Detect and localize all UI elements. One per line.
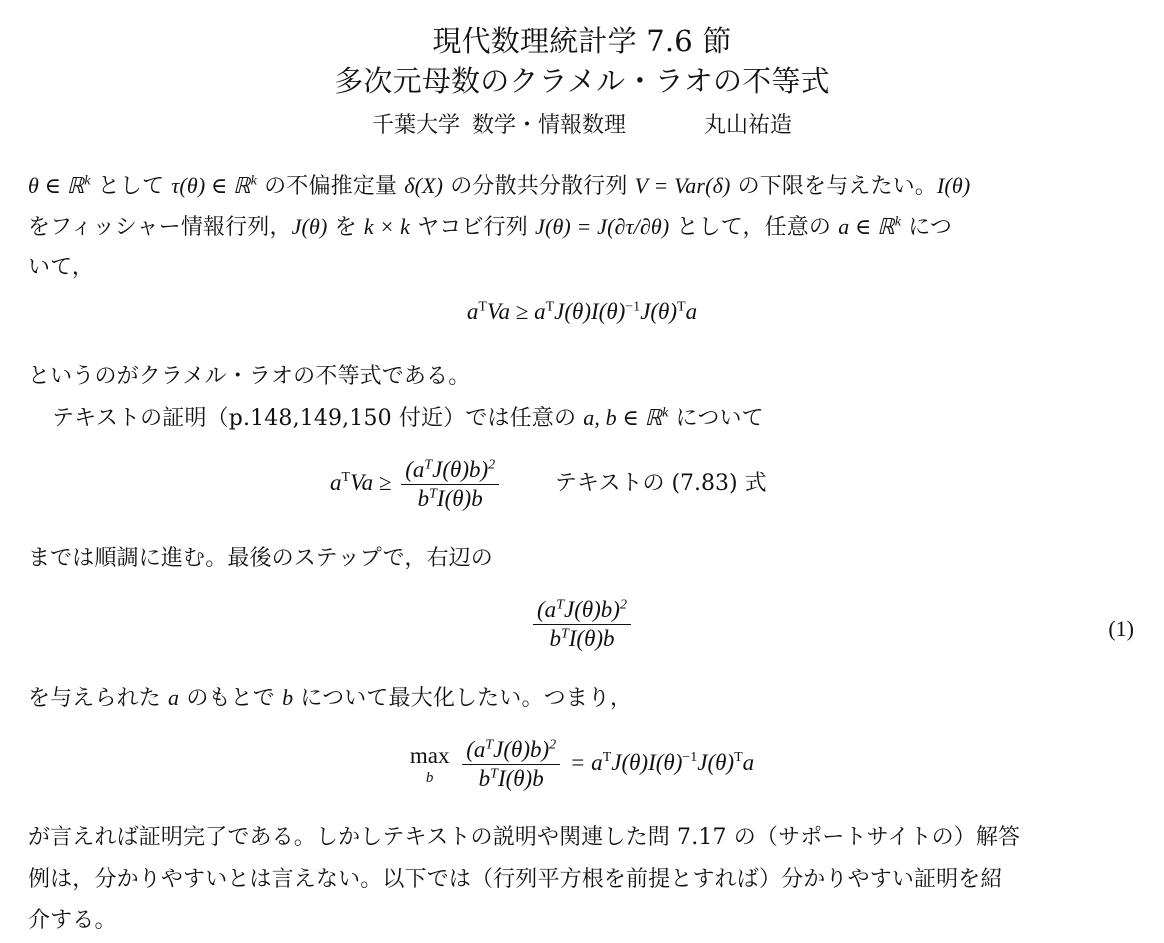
math-tau: τ(θ) ∈ ℝ bbox=[171, 173, 251, 198]
paragraph-1-line-3: いて， bbox=[28, 255, 95, 280]
paragraph-4: までは順調に進む。最後のステップで，右辺の bbox=[28, 546, 493, 571]
math-theta: θ ∈ ℝ bbox=[28, 173, 85, 198]
department: 数学・情報数理 bbox=[471, 113, 626, 138]
text: を bbox=[327, 215, 364, 240]
equation-text-7-83: $a^TVa$ ≥ $\frac{(a^TJ(\theta)b)^2}{b^TI(\theta)b}$ テキストの (7.83) 式 bbox=[330, 457, 767, 511]
author-name: 丸山祐造 bbox=[704, 113, 793, 138]
paragraph-2: というのがクラメル・ラオの不等式である。 bbox=[28, 364, 471, 389]
paragraph-6-line-1: が言えれば証明完了である。しかしテキストの説明や関連した問 7.17 の（サポートサイトの）解答 bbox=[28, 825, 1021, 850]
affiliation: 千葉大学 bbox=[371, 113, 460, 138]
text: の下限を与えたい。 bbox=[730, 174, 937, 199]
text: ヤコビ行列 bbox=[410, 215, 536, 240]
equation-number: (1) bbox=[1108, 616, 1134, 641]
math-ab: a, b ∈ ℝ bbox=[583, 405, 663, 430]
text: をフィッシャー情報行列， bbox=[28, 215, 292, 240]
paragraph-1-line-1 bbox=[28, 172, 970, 201]
paragraph-5: を与えられた a のもとで b について最大化したい。つまり， bbox=[28, 685, 633, 711]
text: の不偏推定量 bbox=[257, 174, 405, 199]
math-a: a ∈ ℝ bbox=[838, 214, 895, 239]
equation-max: max b $\frac{(a^TJ(\theta)b)^2}{b^TI(\theta)b}$ = $a^TJ(\theta)I(\theta)^{-1}J(\theta)^Ta$ bbox=[409, 737, 755, 791]
math-jacobian-def: J(θ) = J(∂τ/∂θ) bbox=[535, 214, 670, 239]
math-jacobian: J(θ) bbox=[291, 214, 328, 239]
text: として，任意の bbox=[669, 215, 839, 240]
equation-cramer-rao: $a^TVa \ge a^TJ(\theta)I(\theta)^{-1}J(\theta)^Ta$ bbox=[466, 299, 698, 324]
paragraph-3: テキストの証明（p.148,149,150 付近）では任意の a, b ∈ ℝ$^k$ について bbox=[52, 405, 764, 431]
math-sup: k bbox=[894, 214, 902, 230]
math-fisher: I(θ) bbox=[936, 173, 971, 198]
paragraph-1-line-2 bbox=[28, 213, 952, 242]
paragraph-6-line-2: 例は，分かりやすいとは言えない。以下では（行列平方根を前提とすれば）分かりやすい証明を紹 bbox=[28, 867, 1003, 892]
equation-note: テキストの (7.83) 式 bbox=[554, 470, 767, 496]
fraction: $\frac{(a^TJ(\theta)b)^2}{b^TI(\theta)b}$ bbox=[533, 596, 631, 653]
math-sup: k bbox=[84, 173, 91, 189]
max-operator: max b bbox=[409, 742, 450, 786]
math-dimension: k × k bbox=[363, 214, 410, 239]
math-variance: V = Var(δ) bbox=[634, 173, 731, 198]
paragraph-6-line-3: 介する。 bbox=[28, 908, 117, 933]
math-sup: k bbox=[250, 173, 258, 189]
text: につ bbox=[901, 215, 953, 240]
text: として bbox=[90, 174, 172, 199]
equation-1 bbox=[0, 596, 1164, 653]
fraction: $\frac{(a^TJ(\theta)b)^2}{b^TI(\theta)b}$ bbox=[462, 736, 560, 793]
title-line-1: 現代数理統計学 7.6 節 bbox=[432, 24, 732, 58]
title-line-2: 多次元母数のクラメル・ラオの不等式 bbox=[334, 64, 830, 98]
text: の分散共分散行列 bbox=[443, 174, 635, 199]
math-delta: δ(X) bbox=[404, 173, 444, 198]
author-line bbox=[0, 112, 1164, 140]
fraction: $\frac{(a^TJ(\theta)b)^2}{b^TI(\theta)b}$ bbox=[401, 456, 499, 513]
